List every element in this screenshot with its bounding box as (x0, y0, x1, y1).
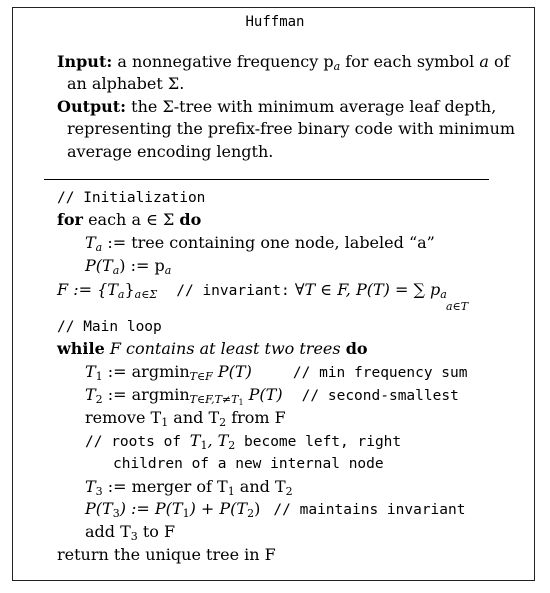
divider-rule (44, 179, 489, 180)
remove-line: remove $T_1$ and $T_2$ from F (85, 408, 286, 429)
output-line-1: Output: the Σ-tree with minimum average leaf depth, (57, 97, 497, 116)
while-line: while F contains at least two trees do (57, 339, 368, 358)
add-line: add $T_3$ to F (85, 522, 176, 543)
invariant-math: ∀T ∈ F, P(T) = ∑ p (294, 280, 441, 299)
comment-roots-line-1: // roots of $T_1$, $T_2$ become left, right (85, 431, 402, 452)
input-label: Input: (57, 52, 113, 71)
t1-comment: // min frequency sum (292, 365, 468, 381)
forest-init-line: F := $\{T_a\}_{a\in\Sigma}$ // invariant: ∀T ∈ F, P(T) = ∑ $p_a$ (57, 280, 447, 301)
input-line-2: an alphabet Σ. (67, 74, 185, 93)
t2-argmin-line: $T_2$ := argmin$_{T\in F,T\ne T1}$ P(T) // second-smallest (85, 385, 459, 407)
algorithm-title: Huffman (245, 14, 305, 30)
t1-argmin-line: $T_1$ := argmin$_{T\in F}$ P(T) // min frequency sum (85, 362, 468, 383)
for-line: for each a ∈ Σ do (57, 210, 202, 229)
ta-assign-line: $T_a$ := tree containing one node, labeled “a” (85, 233, 435, 254)
output-label: Output: (57, 97, 127, 116)
pt3-assign-line: $P(T_3)$ := $P(T_1) + P(T_2)$ // maintains invariant (85, 499, 466, 520)
comment-main-loop: // Main loop (57, 319, 162, 335)
pta-assign-line: $P(T_a)$ := $p_a$ (85, 256, 172, 277)
comment-roots-line-2: children of a new internal node (113, 456, 384, 472)
return-line: return the unique tree in F (57, 545, 276, 564)
sum-index: a∈T (446, 300, 469, 313)
comment-initialization: // Initialization (57, 190, 206, 206)
input-line-1: Input: a nonnegative frequency $p_a$ for each symbol a of (57, 52, 510, 73)
output-line-2: representing the prefix-free binary code with minimum (67, 119, 516, 138)
t3-merge-line: $T_3$ := merger of $T_1$ and $T_2$ (85, 477, 293, 498)
pt3-comment: // maintains invariant (273, 502, 466, 518)
invariant-comment: // invariant: (176, 283, 290, 299)
output-line-3: average encoding length. (67, 142, 274, 161)
t2-comment: // second-smallest (301, 388, 459, 404)
